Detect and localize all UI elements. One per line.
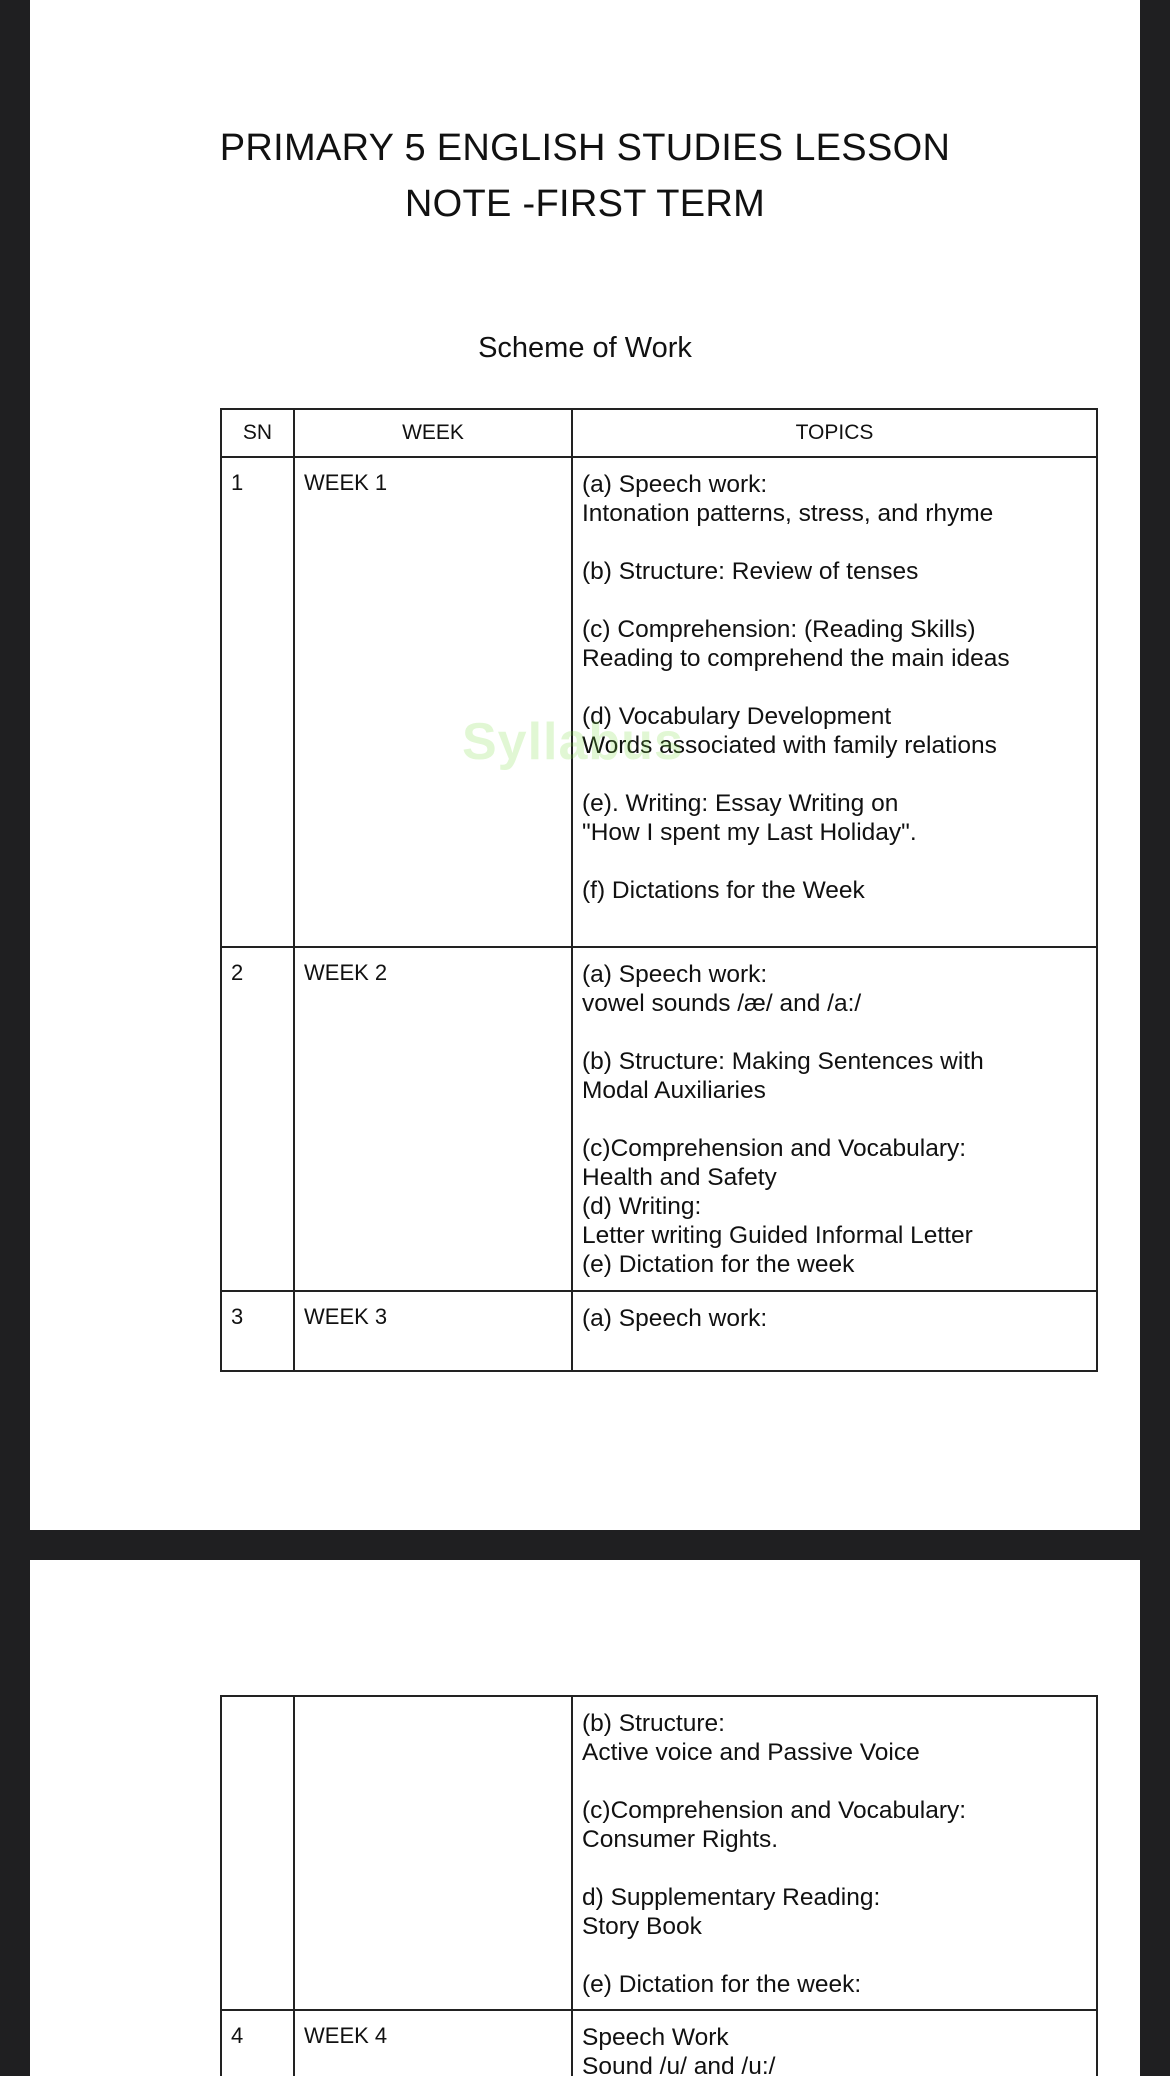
topic-item bbox=[582, 1134, 1087, 1279]
topic-line: (c)Comprehension and Vocabulary: bbox=[582, 1797, 967, 1824]
topic-line: Story Book bbox=[582, 1913, 702, 1940]
title-line-1: PRIMARY 5 ENGLISH STUDIES LESSON bbox=[219, 127, 951, 169]
table-row bbox=[221, 2010, 1097, 2076]
table-row bbox=[221, 947, 1097, 1291]
topic-line: (d) Writing: bbox=[582, 1193, 702, 1220]
topic-line: Sound /u/ and /u:/ bbox=[582, 2053, 776, 2076]
cell-week: WEEK 1 bbox=[294, 457, 572, 947]
topic-item bbox=[582, 1883, 1087, 1941]
topic-item bbox=[582, 1970, 1087, 1999]
topic-line: vowel sounds /æ/ and /a:/ bbox=[582, 990, 862, 1017]
topic-line: Speech Work bbox=[582, 2024, 729, 2051]
cell-sn: 1 bbox=[221, 457, 294, 947]
topic-line: (b) Structure: Making Sentences with bbox=[582, 1048, 984, 1075]
cell-topics bbox=[572, 947, 1097, 1291]
topic-line: (e) Dictation for the week: bbox=[582, 1971, 862, 1998]
table-header-row bbox=[221, 409, 1097, 457]
topic-line: (a) Speech work: bbox=[582, 471, 768, 498]
scheme-table bbox=[220, 408, 1098, 1372]
cell-week: WEEK 2 bbox=[294, 947, 572, 1291]
topic-line: (c)Comprehension and Vocabulary: bbox=[582, 1135, 967, 1162]
cell-week bbox=[294, 1696, 572, 2010]
table-row bbox=[221, 457, 1097, 947]
cell-topics bbox=[572, 457, 1097, 947]
topic-item bbox=[582, 615, 1087, 673]
cell-week: WEEK 3 bbox=[294, 1291, 572, 1371]
topic-item bbox=[582, 876, 1087, 905]
topic-line: (d) Vocabulary Development bbox=[582, 703, 892, 730]
scheme-table-continued bbox=[220, 1695, 1098, 2076]
topic-item bbox=[582, 2023, 1087, 2076]
topic-line: Words associated with family relations bbox=[582, 732, 997, 759]
cell-topics bbox=[572, 1696, 1097, 2010]
cell-week: WEEK 4 bbox=[294, 2010, 572, 2076]
topic-line: (a) Speech work: bbox=[582, 961, 768, 988]
cell-topics bbox=[572, 2010, 1097, 2076]
document-page-1 bbox=[30, 0, 1140, 1530]
topic-line: d) Supplementary Reading: bbox=[582, 1884, 881, 1911]
cell-sn: 4 bbox=[221, 2010, 294, 2076]
title-line-2: NOTE -FIRST TERM bbox=[404, 183, 766, 225]
topic-line: Consumer Rights. bbox=[582, 1826, 779, 1853]
topic-item bbox=[582, 960, 1087, 1018]
cell-sn: 2 bbox=[221, 947, 294, 1291]
topic-line: (b) Structure: bbox=[582, 1710, 725, 1737]
topic-line: Active voice and Passive Voice bbox=[582, 1739, 920, 1766]
topic-item bbox=[582, 1709, 1087, 1767]
topic-line: (a) Speech work: bbox=[582, 1305, 768, 1332]
topic-line: (f) Dictations for the Week bbox=[582, 877, 865, 904]
topic-item bbox=[582, 1796, 1087, 1854]
topic-line: (e) Dictation for the week bbox=[582, 1251, 855, 1278]
topic-line: (b) Structure: Review of tenses bbox=[582, 558, 919, 585]
document-title bbox=[30, 120, 1140, 232]
document-page-2 bbox=[30, 1560, 1140, 2076]
topic-item bbox=[582, 557, 1087, 586]
topic-item bbox=[582, 470, 1087, 528]
topic-line: (e). Writing: Essay Writing on bbox=[582, 790, 899, 817]
watermark-logo: Syllabus bbox=[462, 713, 684, 771]
topic-line: "How I spent my Last Holiday". bbox=[582, 819, 917, 846]
topic-line: Intonation patterns, stress, and rhyme bbox=[582, 500, 994, 527]
table-row bbox=[221, 1696, 1097, 2010]
topic-line: Reading to comprehend the main ideas bbox=[582, 645, 1010, 672]
topic-line: Health and Safety bbox=[582, 1164, 777, 1191]
topic-item bbox=[582, 1047, 1087, 1105]
header-sn: SN bbox=[221, 409, 294, 457]
scheme-of-work-heading: Scheme of Work bbox=[478, 332, 692, 364]
topic-item bbox=[582, 1304, 1087, 1333]
header-week: WEEK bbox=[294, 409, 572, 457]
topic-item bbox=[582, 789, 1087, 847]
topic-item bbox=[582, 702, 1087, 760]
cell-sn: 3 bbox=[221, 1291, 294, 1371]
table-row bbox=[221, 1291, 1097, 1371]
topic-line: Modal Auxiliaries bbox=[582, 1077, 766, 1104]
cell-sn bbox=[221, 1696, 294, 2010]
cell-topics bbox=[572, 1291, 1097, 1371]
header-topics: TOPICS bbox=[572, 409, 1097, 457]
topic-line: (c) Comprehension: (Reading Skills) bbox=[582, 616, 976, 643]
topic-line: Letter writing Guided Informal Letter bbox=[582, 1222, 973, 1249]
